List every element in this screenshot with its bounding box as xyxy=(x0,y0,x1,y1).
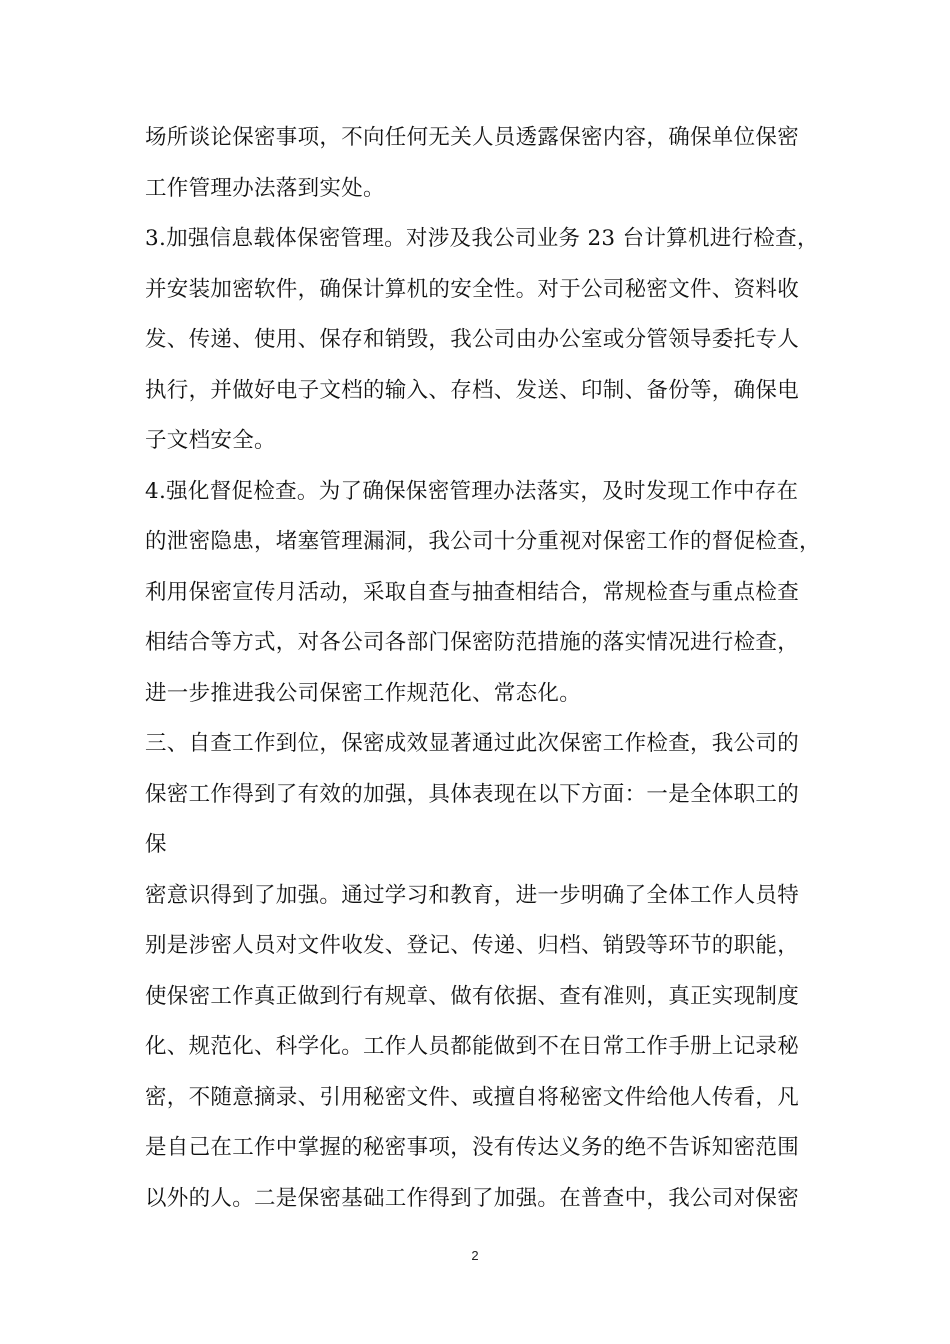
body-text xyxy=(145,113,821,1224)
text-line: 3.加强信息载体保密管理。对涉及我公司业务 23 台计算机进行检查， xyxy=(145,226,819,251)
text-line: 发、传递、使用、保存和销毁，我公司由办公室或分管领导委托专人 xyxy=(145,327,800,352)
text-line: 密，不随意摘录、引用秘密文件、或擅自将秘密文件给他人传看，凡 xyxy=(145,1084,800,1110)
text-line: 场所谈论保密事项，不向任何无关人员透露保密内容，确保单位保密 xyxy=(145,125,800,150)
text-line: 工作管理办法落到实处。 xyxy=(145,175,385,201)
page-number: 2 xyxy=(471,1248,479,1263)
text-line: 保密工作得到了有效的加强，具体表现在以下方面：一是全体职工的 xyxy=(145,781,800,807)
text-line: 子文档安全。 xyxy=(145,428,276,453)
text-line: 4.强化督促检查。为了确保保密管理办法落实，及时发现工作中存在 xyxy=(145,478,799,504)
text-line: 进一步推进我公司保密工作规范化、常态化。 xyxy=(145,680,582,706)
text-line: 相结合等方式，对各公司各部门保密防范措施的落实情况进行检查， xyxy=(145,630,800,655)
text-line: 三、自查工作到位，保密成效显著通过此次保密工作检查，我公司的 xyxy=(145,731,800,756)
text-line: 执行，并做好电子文档的输入、存档、发送、印制、备份等，确保电 xyxy=(145,377,800,403)
text-line: 以外的人。二是保密基础工作得到了加强。在普查中，我公司对保密 xyxy=(145,1185,800,1211)
text-line: 的泄密隐患，堵塞管理漏洞，我公司十分重视对保密工作的督促检查， xyxy=(145,529,821,554)
text-line: 化、规范化、科学化。工作人员都能做到不在日常工作手册上记录秘 xyxy=(145,1034,800,1059)
text-line: 别是涉密人员对文件收发、登记、传递、归档、销毁等环节的职能， xyxy=(145,933,800,958)
text-line: 密意识得到了加强。通过学习和教育，进一步明确了全体工作人员特 xyxy=(145,882,800,908)
text-line: 利用保密宣传月活动，采取自查与抽查相结合，常规检查与重点检查 xyxy=(145,579,800,605)
text-line: 是自己在工作中掌握的秘密事项，没有传达义务的绝不告诉知密范围 xyxy=(145,1135,800,1160)
text-line: 保 xyxy=(145,832,167,857)
text-line: 并安装加密软件，确保计算机的安全性。对于公司秘密文件、资料收 xyxy=(145,276,800,302)
text-line: 使保密工作真正做到行有规章、做有依据、查有准则，真正实现制度 xyxy=(145,983,800,1009)
